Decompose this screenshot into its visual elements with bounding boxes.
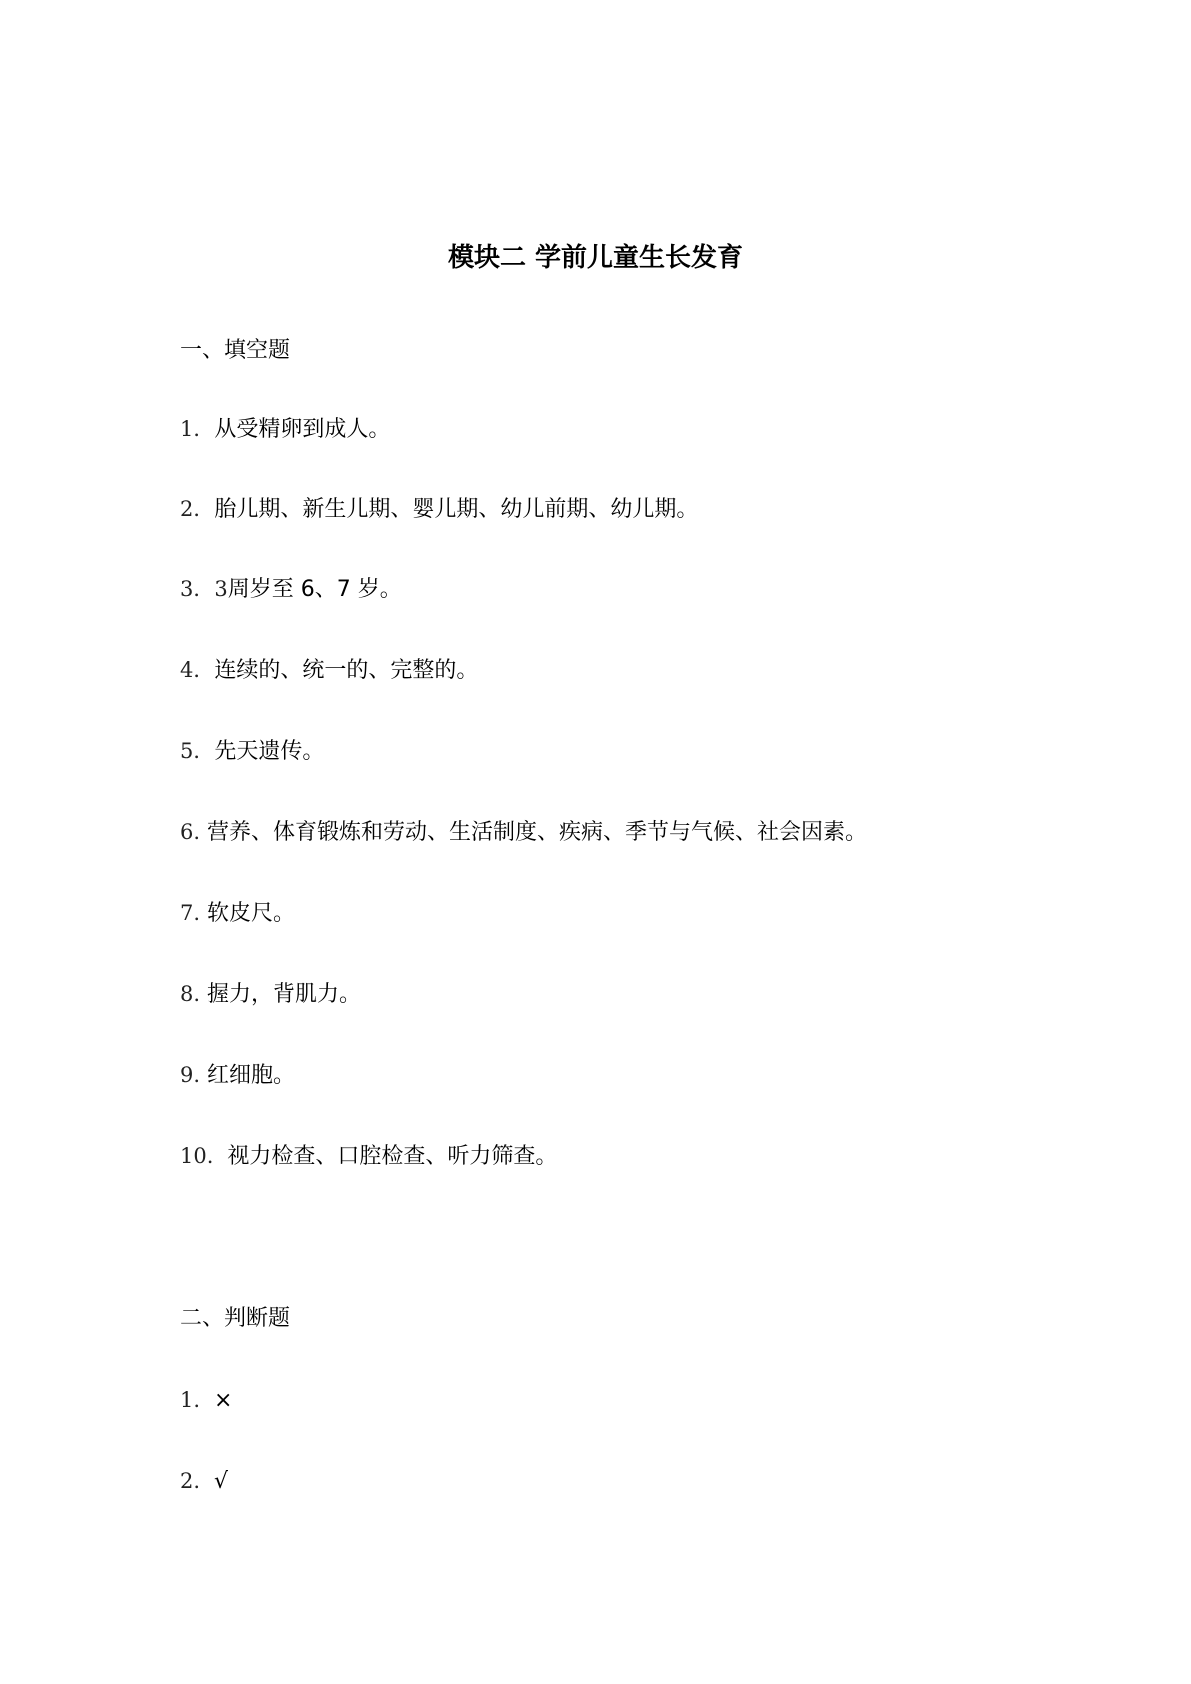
answer-item xyxy=(180,977,361,1012)
item-number: 2． xyxy=(180,497,215,521)
item-text: 胎儿期、新生儿期、婴儿期、幼儿前期、幼儿期。 xyxy=(214,497,699,522)
answer-item xyxy=(180,1464,228,1499)
item-text: 从受精卵到成人。 xyxy=(214,417,391,442)
item-number: 1. xyxy=(180,1388,201,1412)
answer-item xyxy=(180,572,402,607)
answer-item xyxy=(180,1383,232,1418)
answer-item xyxy=(180,896,295,931)
item-text: 软皮尺。 xyxy=(207,901,296,926)
item-text: 视力检查、口腔检查、听力筛查。 xyxy=(227,1144,558,1169)
answer-item xyxy=(180,734,324,769)
answer-item xyxy=(180,653,478,688)
item-number: 2. xyxy=(180,1469,201,1493)
item-text: × xyxy=(214,1388,233,1413)
answer-item xyxy=(180,492,698,527)
item-text: 先天遗传。 xyxy=(214,739,325,764)
answer-item xyxy=(180,1058,295,1093)
item-number: 3．3 xyxy=(180,577,228,601)
item-number: 10. xyxy=(180,1144,214,1168)
item-text: 红细胞。 xyxy=(207,1063,296,1088)
item-number: 9. xyxy=(180,1063,201,1087)
page-title: 模块二 学前儿童生长发育 xyxy=(447,243,744,273)
answer-item xyxy=(180,1139,557,1174)
item-text: 营养、体育锻炼和劳动、生活制度、疾病、季节与气候、社会因素。 xyxy=(207,820,868,845)
answer-item xyxy=(180,815,867,850)
item-text: 周岁至 6、7 岁。 xyxy=(227,577,402,602)
section-heading-fill-in: 一、填空题 xyxy=(180,338,291,363)
item-number: 1． xyxy=(180,417,215,441)
item-number: 6. xyxy=(180,820,201,844)
item-number: 4． xyxy=(180,658,215,682)
item-text: √ xyxy=(214,1469,229,1494)
answer-item xyxy=(180,412,390,447)
item-text: 握力，背肌力。 xyxy=(207,982,362,1007)
item-number: 5． xyxy=(180,739,215,763)
item-number: 7. xyxy=(180,901,201,925)
item-text: 连续的、统一的、完整的。 xyxy=(214,658,479,683)
item-number: 8. xyxy=(180,982,201,1006)
section-heading-true-false: 二、判断题 xyxy=(180,1306,291,1331)
